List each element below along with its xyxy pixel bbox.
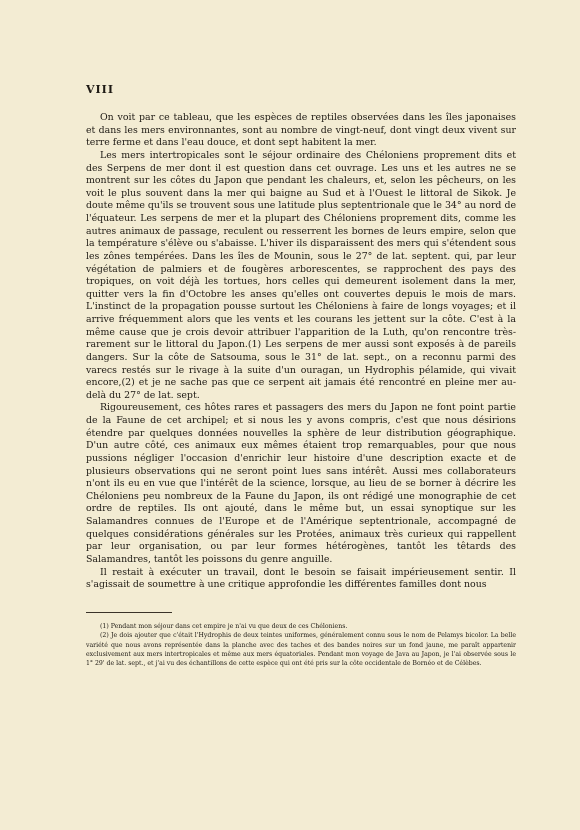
footnote-divider <box>86 612 172 613</box>
paragraph-3: Rigoureusement, ces hôtes rares et passagers des mers du Japon ne font point partie de la Faune de cet archipel; et si nous les y avons compris, c'est que nous désirions étendre par quelques données nouvelles la sphère de leur distribution géographique. D'un autre côté, ces animaux eux mêmes étaient trop remarquables, pour que nous pussions négliger l'occasion d'enrichir leur histoire d'une description exacte et de plusieurs observations qui ne seront point lues sans intérêt. Aussi mes collaborateurs n'ont ils eu en vue que l'intérêt de la science, lorsque, au lieu de se borner à décrire les Chéloniens peu nombreux de la Faune du Japon, ils ont rédigé une monographie de cet ordre de reptiles. Ils ont ajouté, dans le même but, un essai synoptique sur les Salamandres connues de l'Europe et de l'Amérique septentrionale, accompagné de quelques considérations générales sur les Protées, animaux très curieux qui rappellent par leur organisation, ou par leur formes hétérogènes, tantôt les têtards des Salamandres, tantôt les poissons du genre anguille. <box>86 402 516 565</box>
paragraph-2: Les mers intertropicales sont le séjour ordinaire des Chéloniens proprement dits et des Serpens de mer dont il est question dans cet ouvrage. Les uns et les autres ne se montrent sur les côtes du Japon que pendant les chaleurs, et, selon les pêcheurs, on les voit le plus souvent dans la mer qui baigne au Sud et à l'Ouest le littoral de Sikok. Je doute même qu'ils se trouvent sous une latitude plus septentrionale que le 34° au nord de l'équateur. Les serpens de mer et la plupart des Chéloniens proprement dits, comme les autres animaux de passage, reculent ou resserrent les bornes de leurs empire, selon que la température s'élève ou s'abaisse. L'hiver ils disparaissent des mers qui s'étendent sous les zônes tempérées. Dans les îles de Mounin, sous le 27° de lat. septent. qui, par leur végétation de palmiers et de fougères arborescentes, se rapprochent des pays des tropiques, on voit déjà les tortues, hors celles qui demeurent isolement dans la mer, quitter vers la fin d'Octobre les anses qu'elles ont couvertes depuis le mois de mars. L'instinct de la propagation pousse surtout les Chéloniens à faire de longs voyages; et il arrive fréquemment alors que les vents et les courans les jettent sur la côte. C'est à la même cause que je crois devoir attribuer l'apparition de la Luth, qu'on rencontre très-rarement sur le littoral du Japon.(1) Les serpens de mer aussi sont exposés à de pareils dangers. Sur la côte de Satsouma, sous le 31° de lat. sept., on a reconnu parmi des varecs restés sur le rivage à la suite d'un ouragan, un Hydrophis pélamide, qui vivait encore,(2) et je ne sache pas que ce serpent ait jamais été rencontré en pleine mer au-delà du 27° de lat. sept. <box>86 149 516 401</box>
footnotes <box>86 622 516 669</box>
paragraph-4: Il restait à exécuter un travail, dont le besoin se faisait impérieusement sentir. Il s'agissait de soumettre à une critique approfondie les différentes familles dont nous <box>86 566 516 591</box>
footnote-2: (2) Je dois ajouter que c'était l'Hydrophis de deux teintes uniformes, généralement connu sous le nom de Pelamys bicolor. La belle variété que nous avons représentée dans la planche avec des taches et des bandes noires sur un fond jaune, me paraît appartenir exclusivement aux mers intertropicales et même aux mers équatoriales. Pendant mon voyage de Java au Japon, je l'ai observée sous le 1° 29' de lat. sept., et j'ai vu des échantillons de cette espèce qui ont été pris sur la côte occidentale de Bornéo et de Célèbes. <box>86 632 516 668</box>
paragraph-1: On voit par ce tableau, que les espèces de reptiles observées dans les îles japonaises et dans les mers environnantes, sont au nombre de vingt-neuf, dont vingt deux vivent sur terre ferme et dans l'eau douce, et dont sept habitent la mer. <box>86 112 516 149</box>
page-number: VIII <box>86 83 114 96</box>
footnote-1: (1) Pendant mon séjour dans cet empire je n'ai vu que deux de ces Chéloniens. <box>100 622 348 630</box>
body-text <box>86 112 516 592</box>
